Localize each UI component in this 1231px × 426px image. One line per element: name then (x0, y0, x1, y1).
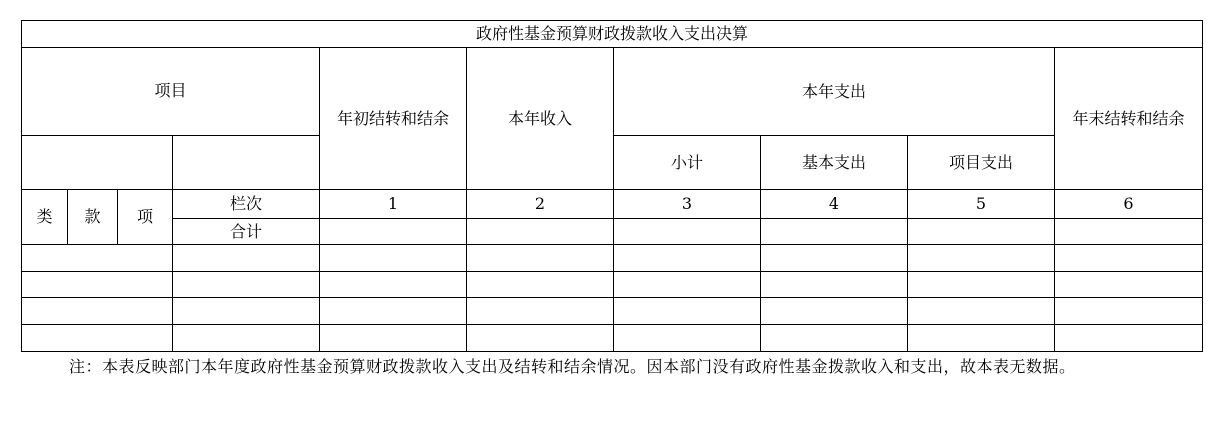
header-opening-balance: 年初结转和结余 (320, 48, 467, 190)
header-blank-left (22, 136, 173, 190)
table-cell (761, 219, 908, 245)
table-cell (614, 298, 761, 325)
table-row (22, 245, 1203, 272)
table-row (22, 298, 1203, 325)
header-item: 项目 (22, 48, 320, 136)
fund-budget-table (21, 20, 1203, 352)
header-subtotal: 小计 (614, 136, 761, 190)
table-cell (761, 272, 908, 298)
header-column-no: 栏次 (173, 190, 320, 219)
column-number: 5 (908, 190, 1055, 219)
table-cell (173, 298, 320, 325)
table-cell (320, 298, 467, 325)
table-cell (908, 272, 1055, 298)
total-row-label: 合计 (173, 219, 320, 245)
table-cell (173, 245, 320, 272)
header-project-expenditure: 项目支出 (908, 136, 1055, 190)
header-closing-balance: 年末结转和结余 (1055, 48, 1203, 190)
header-xiang: 项 (118, 190, 173, 245)
table-note: 注：本表反映部门本年度政府性基金预算财政拨款收入支出及结转和结余情况。因本部门没有政府性基金拨款收入和支出，故本表无数据。 (69, 357, 1076, 376)
table-cell (1055, 325, 1203, 352)
table-row (22, 325, 1203, 352)
column-number: 4 (761, 190, 908, 219)
table-cell (22, 245, 173, 272)
table-cell (22, 298, 173, 325)
table-cell (614, 219, 761, 245)
table-cell (467, 272, 614, 298)
table-cell (173, 272, 320, 298)
table-cell (467, 219, 614, 245)
table-cell (22, 272, 173, 298)
header-kuan: 款 (68, 190, 118, 245)
table-cell (614, 272, 761, 298)
table-cell (908, 325, 1055, 352)
table-cell (173, 325, 320, 352)
table-cell (908, 219, 1055, 245)
column-number: 6 (1055, 190, 1203, 219)
header-basic-expenditure: 基本支出 (761, 136, 908, 190)
header-lei: 类 (22, 190, 68, 245)
table-cell (320, 325, 467, 352)
column-number: 1 (320, 190, 467, 219)
header-blank-right (173, 136, 320, 190)
table-cell (614, 325, 761, 352)
table-cell (908, 298, 1055, 325)
table-cell (614, 245, 761, 272)
table-cell (467, 245, 614, 272)
table-cell (761, 245, 908, 272)
header-income: 本年收入 (467, 48, 614, 190)
header-expenditure: 本年支出 (614, 48, 1055, 136)
table-cell (1055, 245, 1203, 272)
table-cell (467, 325, 614, 352)
table-cell (1055, 298, 1203, 325)
table-cell (761, 298, 908, 325)
table-cell (320, 245, 467, 272)
table-cell (320, 219, 467, 245)
table-cell (320, 272, 467, 298)
table-cell (908, 245, 1055, 272)
table-title: 政府性基金预算财政拨款收入支出决算 (22, 21, 1203, 48)
table-row (22, 272, 1203, 298)
table-cell (1055, 272, 1203, 298)
table-cell (761, 325, 908, 352)
table-cell (22, 325, 173, 352)
table-cell (1055, 219, 1203, 245)
column-number: 3 (614, 190, 761, 219)
table-cell (467, 298, 614, 325)
column-number: 2 (467, 190, 614, 219)
